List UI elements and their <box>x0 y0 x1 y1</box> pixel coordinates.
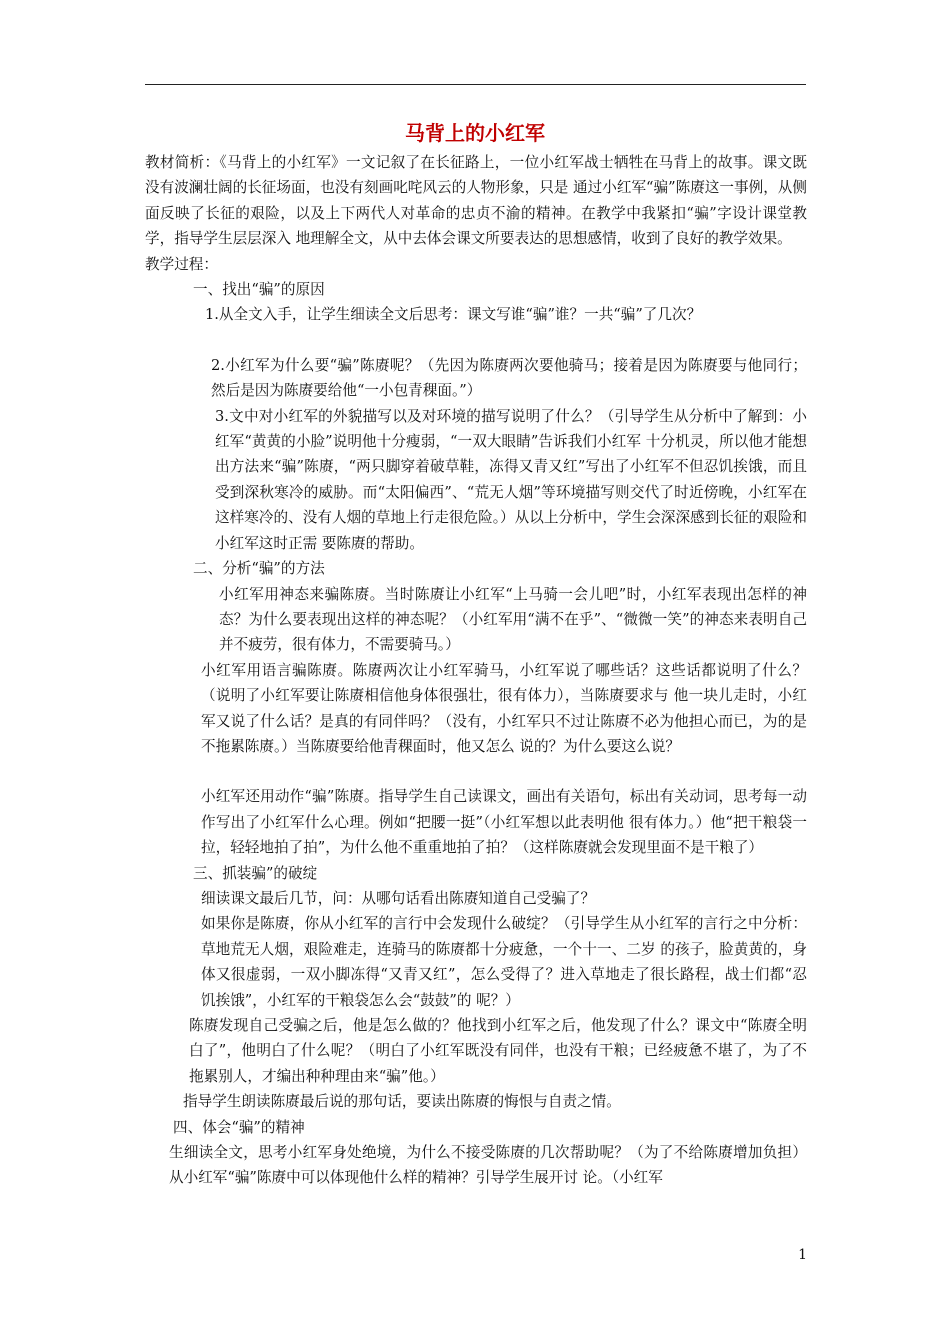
page-number: 1 <box>798 1247 807 1263</box>
section-heading-2: 二、分析“骗”的方法 <box>193 560 325 578</box>
blank-line <box>145 328 807 353</box>
section-heading-3: 三、抓装骗”的破绽 <box>193 864 318 882</box>
paragraph-3-2: 如果你是陈赓，你从小红军的言行中会发现什么破绽？（引导学生从小红军的言行之中分析：草地荒无人烟，艰险难走，连骑马的陈赓都十分疲惫，一个十一、二岁 的孩子，脸黄黄的，身体又很虚弱，一双小脚冻得“又青又红”，怎么受得了？进入草地走了很长路程，战士们都“忍饥挨饿”，小红军的干粮袋怎么会“鼓鼓”的 呢？） <box>201 915 807 1009</box>
page-title: 马背上的小红军 <box>405 121 545 145</box>
paragraph-process-label: 教学过程： <box>145 255 218 273</box>
paragraph-2-2: 小红军用语言骗陈赓。陈赓两次让小红军骑马，小红军说了哪些话？这些话都说明了什么？（说明了小红军要让陈赓相信他身体很强壮，很有体力），当陈赓要求与 他一块儿走时，小红军又说了什么话？是真的有同伴吗？（没有，小红军只不过让陈赓不必为他担心而已，为的是不拖累陈赓。）当陈赓要给他青稞面时，他又怎么 说的？为什么要这么说？ <box>201 661 807 755</box>
paragraph-1-3: 3.文中对小红军的外貌描写以及对环境的描写说明了什么？（引导学生从分析中了解到：小红军“黄黄的小脸”说明他十分瘦弱，“一双大眼睛”告诉我们小红军 十分机灵，所以他才能想出方法来“骗”陈赓，“两只脚穿着破草鞋，冻得又青又红”写出了小红军不但忍饥挨饿，而且受到深秋寒冷的威胁。而“太阳偏西”、“荒无人烟”等环境描写则交代了时近傍晚，小红军在这样寒冷的、没有人烟的草地上行走很危险。）从以上分析中，学生会深深感到长征的艰险和小红军这时正需 要陈赓的帮助。 <box>215 407 807 552</box>
paragraph-1-1: 1.从全文入手，让学生细读全文后思考：课文写谁“骗”谁？一共“骗”了几次？ <box>205 306 702 324</box>
paragraph-3-3: 陈赓发现自己受骗之后，他是怎么做的？他找到小红军之后，他发现了什么？课文中“陈赓全明白了”，他明白了什么呢？（明白了小红军既没有同伴，也没有干粮；已经疲惫不堪了，为了不拖累别人，才编出种种理由来“骗”他。） <box>189 1017 807 1085</box>
paragraph-1-2: 2.小红军为什么要“骗”陈赓呢？（先因为陈赓两次要他骑马；接着是因为陈赓要与他同行；然后是因为陈赓要给他“一小包青稞面。”） <box>211 356 807 400</box>
paragraph-2-3: 小红军还用动作“骗”陈赓。指导学生自己读课文，画出有关语句，标出有关动词，思考每一动作写出了小红军什么心理。例如“把腰一挺”（小红军想以此表明他 很有体力。）他“把干粮袋一拉，轻轻地拍了拍”，为什么他不重重地拍了拍？（这样陈赓就会发现里面不是干粮了） <box>201 788 807 857</box>
section-heading-1: 一、找出“骗”的原因 <box>193 281 325 299</box>
blank-line <box>145 759 807 784</box>
section-heading-4: 四、体会“骗”的精神 <box>173 1118 305 1136</box>
paragraph-2-1: 小红军用神态来骗陈赓。当时陈赓让小红军“上马骑一会儿吧”时，小红军表现出怎样的神态？为什么要表现出这样的神态呢？（小红军用“满不在乎”、“微微一笑”的神态来表明自己并不疲劳，很有体力，不需要骑马。） <box>219 585 807 654</box>
paragraph-4-1: 生细读全文，思考小红军身处绝境，为什么不接受陈赓的几次帮助呢？（为了不给陈赓增加负担）从小红军“骗”陈赓中可以体现他什么样的精神？引导学生展开讨 论。（小红军 <box>169 1144 807 1187</box>
header-rule <box>145 84 806 85</box>
paragraph-3-4: 指导学生朗读陈赓最后说的那句话，要读出陈赓的悔恨与自责之情。 <box>183 1093 621 1111</box>
paragraph-3-1: 细读课文最后几节，问：从哪句话看出陈赓知道自己受骗了？ <box>201 889 596 907</box>
paragraph-intro: 教材简析：《马背上的小红军》一文记叙了在长征路上，一位小红军战士牺牲在马背上的故事。课文既没有波澜壮阔的长征场面，也没有刻画叱咤风云的人物形象，只是 通过小红军“骗”陈赓这一事例，从侧面反映了长征的艰险，以及上下两代人对革命的忠贞不渝的精神。在教学中我紧扣“骗”字设计课堂教学，指导学生层层深入 地理解全文，从中去体会课文所要表达的思想感情，收到了良好的教学效果。 <box>145 154 807 248</box>
document-body <box>145 150 807 1191</box>
